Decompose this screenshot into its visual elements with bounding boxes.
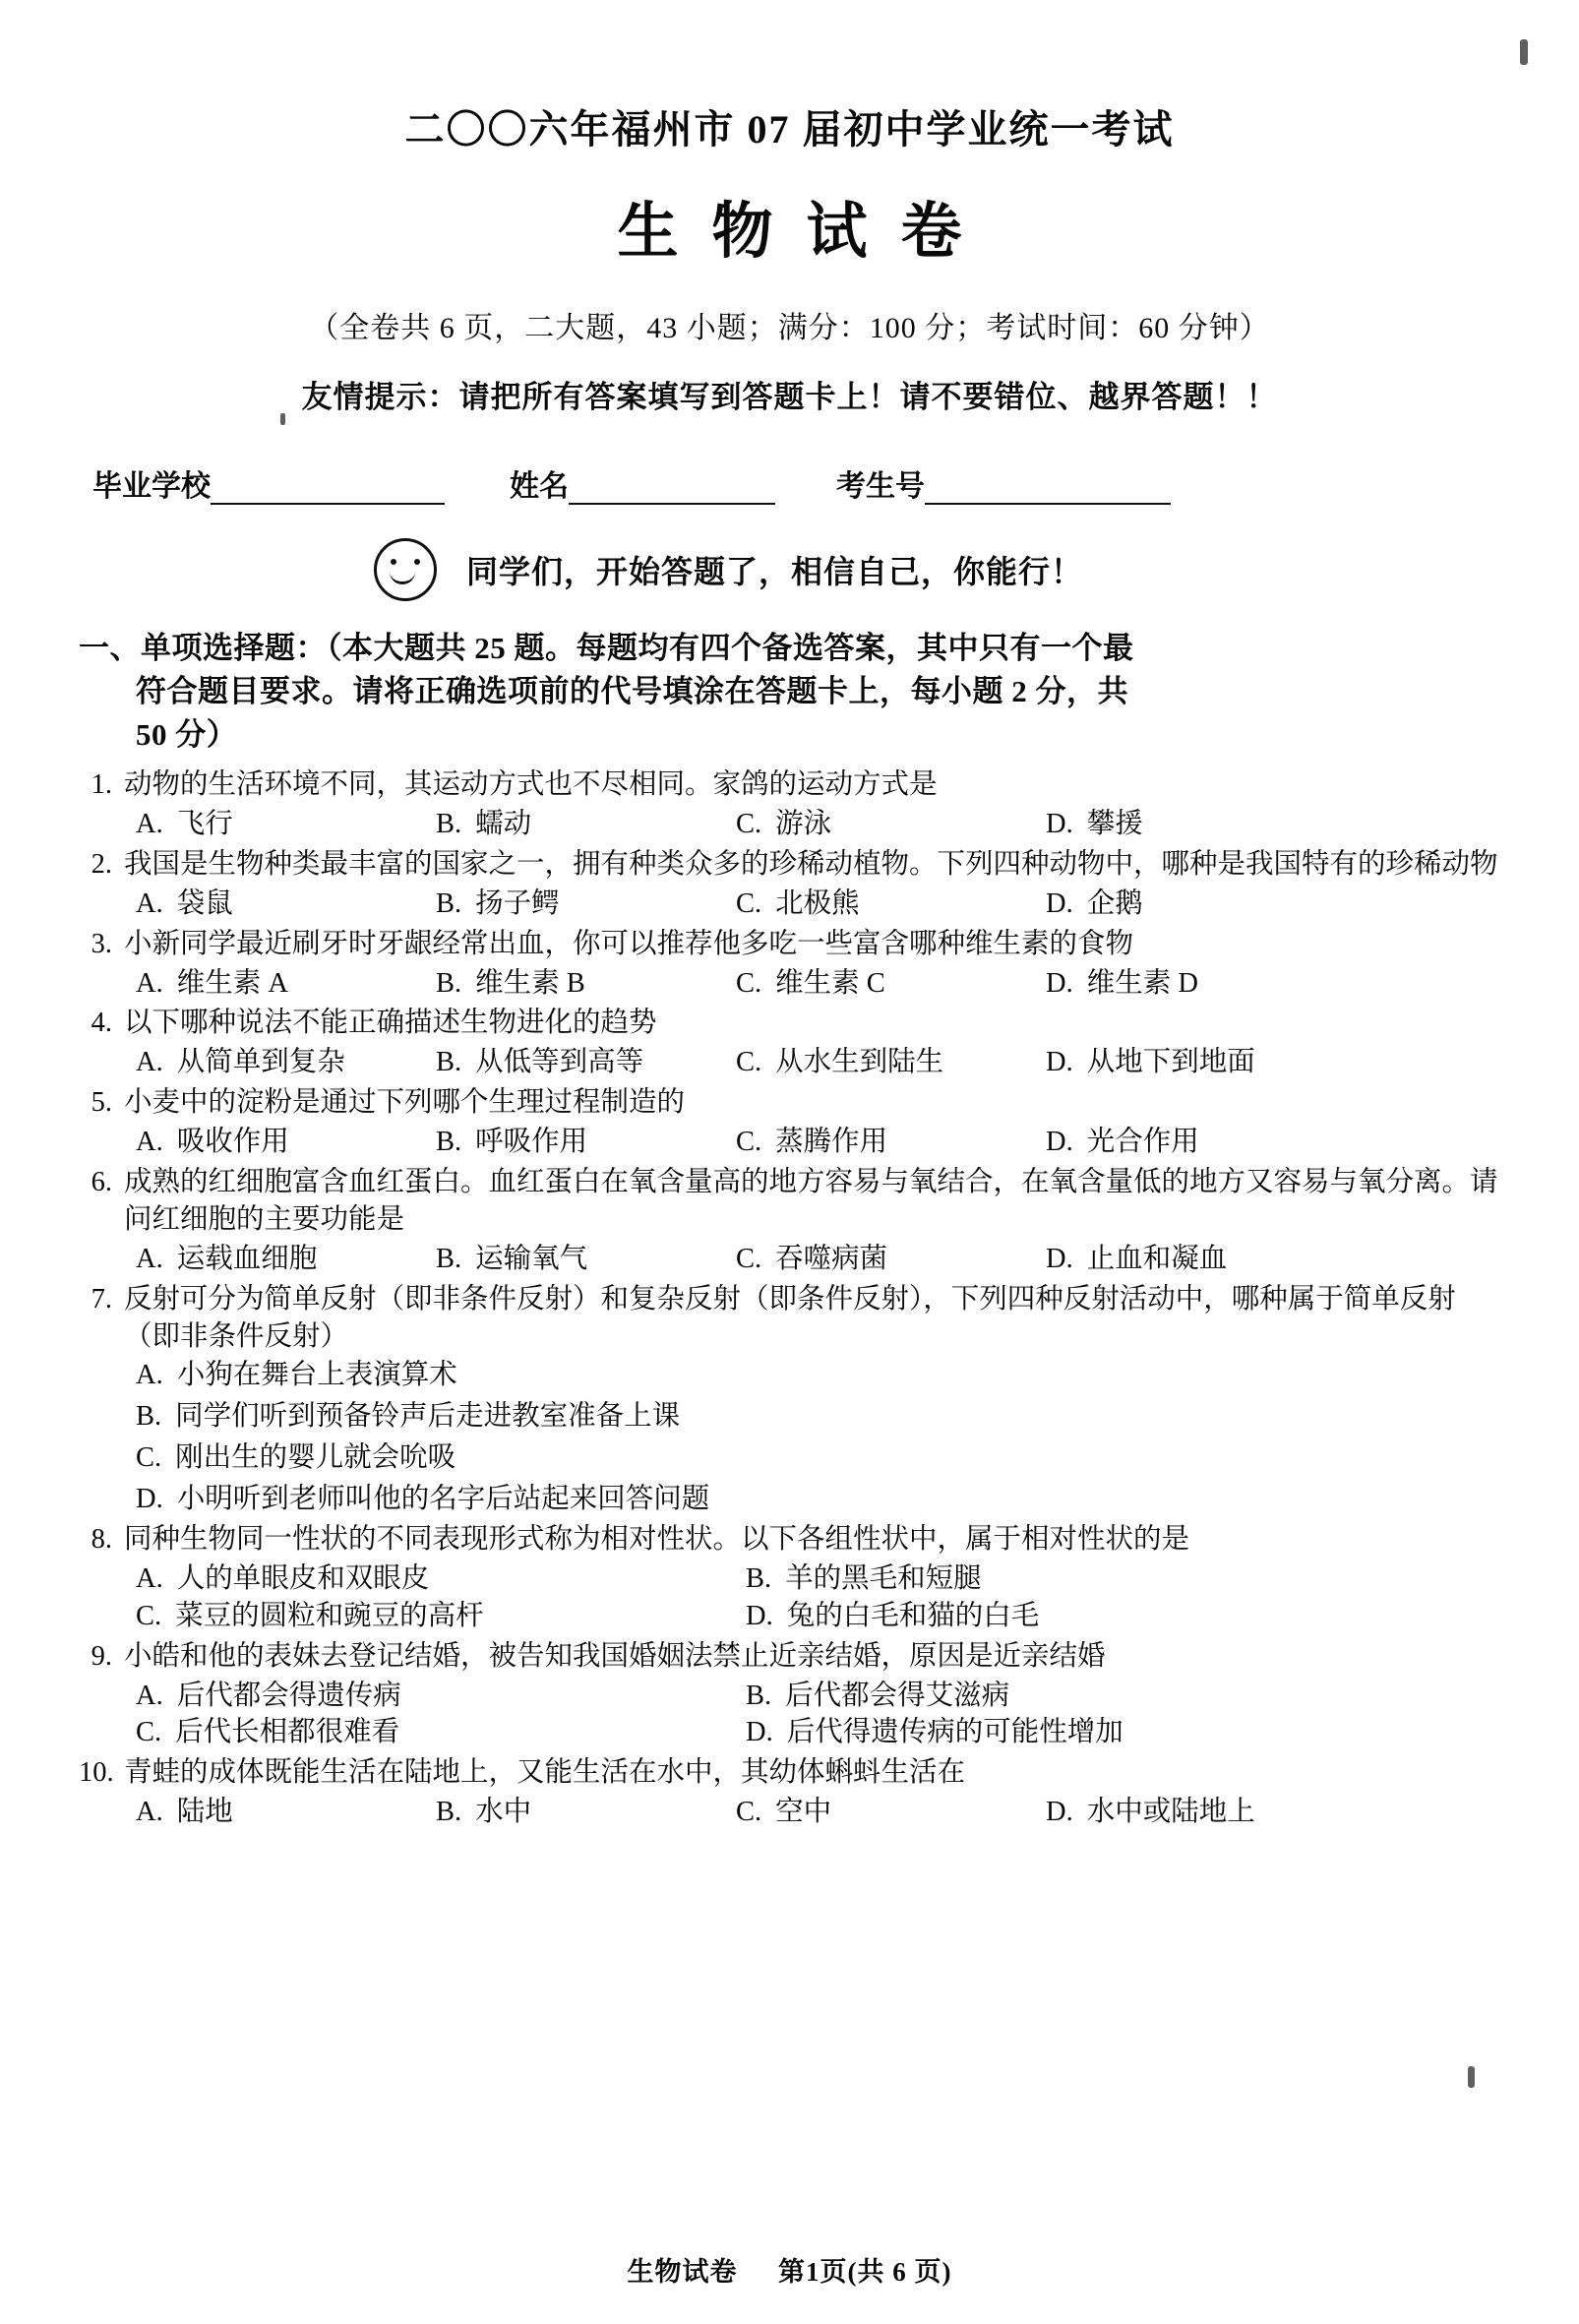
option-text: 后代得遗传病的可能性增加 [786,1717,1124,1748]
option-label: B. [436,1797,462,1828]
option-choice[interactable] [136,1598,746,1635]
option-text: 企鹅 [1086,887,1143,919]
option-choice[interactable] [136,1439,1500,1477]
option-text: 蠕动 [475,808,532,839]
option-label: C. [736,887,762,919]
option-label: D. [1046,1127,1073,1158]
option-text: 水中 [475,1797,532,1828]
option-choice[interactable] [436,965,736,1003]
option-choice[interactable] [136,1398,1500,1436]
option-group [79,886,1500,923]
option-label: A. [136,967,163,999]
option-label: D. [1046,967,1073,999]
name-input[interactable] [569,477,775,505]
question-item [79,1638,1500,1752]
option-group [79,965,1500,1003]
scan-artifact [280,413,285,425]
exam-id-field [836,461,1171,505]
encouragement-text: 同学们，开始答题了，相信自己，你能行！ [466,554,1084,589]
question-number: 3. [91,928,112,959]
option-text: 陆地 [176,1797,233,1828]
option-choice[interactable] [736,886,1046,923]
option-choice[interactable] [136,1678,746,1715]
question-text: 以下哪种说法不能正确描述生物进化的趋势 [124,1008,657,1039]
option-text: 吸收作用 [176,1127,289,1158]
option-text: 吞噬病菌 [775,1243,888,1274]
option-label: A. [136,1797,163,1828]
option-label: A. [136,1360,163,1391]
option-label: D. [1046,1797,1073,1828]
option-choice[interactable] [736,1241,1046,1278]
question-number: 7. [91,1283,112,1315]
option-label: C. [136,1442,162,1474]
option-text: 维生素 C [775,967,885,999]
option-text: 兔的白毛和猫的白毛 [786,1600,1040,1631]
option-text: 小明听到老师叫他的名字后站起来回答问题 [176,1484,710,1515]
option-text: 从简单到复杂 [176,1047,345,1078]
footer-page: 第1页(共 6 页) [778,2257,952,2287]
school-input[interactable] [211,477,445,505]
option-choice[interactable] [1046,1044,1500,1081]
identity-line [79,461,1500,505]
option-label: C. [736,1797,762,1828]
option-text: 袋鼠 [176,887,233,919]
option-text: 呼吸作用 [475,1127,588,1158]
option-text: 止血和凝血 [1086,1243,1228,1274]
option-label: D. [1046,1047,1073,1078]
question-text: 青蛙的成体既能生活在陆地上，又能生活在水中，其幼体蝌蚪生活在 [124,1757,966,1789]
option-group [79,1044,1500,1081]
question-text: 反射可分为简单反射（即非条件反射）和复杂反射（即条件反射），下列四种反射活动中，哪种属于简单反射（即非条件反射） [124,1283,1456,1352]
option-label: A. [136,887,163,919]
question-text: 成熟的红细胞富含血红蛋白。血红蛋白在氧含量高的地方容易与氧结合，在氧含量低的地方又容易与氧分离。请问红细胞的主要功能是 [124,1166,1498,1235]
option-label: C. [736,1243,762,1274]
section-heading-line1: 一、单项选择题：（本大题共 25 题。每题均有四个备选答案，其中只有一个最 [79,631,1134,665]
option-choice[interactable] [136,965,436,1003]
option-choice[interactable] [436,1124,736,1161]
question-item [79,846,1500,923]
question-text: 小新同学最近刷牙时牙龈经常出血，你可以推荐他多吃一些富含哪种维生素的食物 [124,928,1134,959]
question-list [79,766,1500,1831]
option-choice[interactable] [736,806,1046,843]
option-choice[interactable] [746,1598,1500,1635]
scan-artifact [1468,2066,1475,2088]
question-text: 小麦中的淀粉是通过下列哪个生理过程制造的 [124,1087,686,1119]
option-choice[interactable] [136,1124,436,1161]
option-choice[interactable] [136,1714,746,1751]
exam-meta: （全卷共 6 页，二大题，43 小题；满分：100 分；考试时间：60 分钟） [309,312,1270,344]
option-choice[interactable] [136,886,436,923]
option-choice[interactable] [136,1241,436,1278]
option-label: D. [136,1484,163,1515]
option-choice[interactable] [436,1044,736,1081]
option-text: 空中 [775,1797,832,1828]
option-choice[interactable] [136,1357,1500,1394]
option-choice[interactable] [746,1560,1500,1598]
option-text: 从水生到陆生 [775,1047,944,1078]
option-choice[interactable] [1046,1241,1500,1278]
question-text: 我国是生物种类最丰富的国家之一，拥有种类众多的珍稀动植物。下列四种动物中，哪种是我国特有的珍稀动物 [124,848,1498,880]
school-label: 毕业学校 [92,470,211,503]
option-label: A. [136,1562,163,1594]
option-text: 后代都会得艾滋病 [785,1680,1010,1711]
option-text: 游泳 [775,808,832,839]
option-label: B. [436,887,462,919]
option-choice[interactable] [136,1481,1500,1518]
encouragement-row [79,538,1500,601]
option-choice[interactable] [136,1560,746,1598]
option-choice[interactable] [1046,806,1500,843]
option-choice[interactable] [436,1241,736,1278]
question-text: 小皓和他的表妹去登记结婚，被告知我国婚姻法禁止近亲结婚，原因是近亲结婚 [124,1640,1106,1672]
option-choice[interactable] [736,965,1046,1003]
option-text: 从低等到高等 [475,1047,644,1078]
option-label: C. [136,1600,162,1631]
name-field [510,461,775,505]
question-stem [79,1754,1500,1792]
option-text: 飞行 [176,808,233,839]
option-group [79,1124,1500,1161]
option-text: 刚出生的婴儿就会吮吸 [175,1442,456,1474]
option-text: 维生素 B [475,967,585,999]
option-choice[interactable] [136,1044,436,1081]
exam-id-input[interactable] [925,477,1171,505]
option-label: C. [736,967,762,999]
question-number: 10. [79,1757,114,1789]
question-number: 5. [91,1087,112,1119]
option-label: B. [746,1680,772,1711]
option-label: B. [136,1401,162,1433]
question-number: 6. [91,1166,112,1197]
option-text: 运载血细胞 [176,1243,318,1274]
option-choice[interactable] [746,1714,1500,1751]
option-text: 扬子鳄 [475,887,560,919]
option-text: 运输氧气 [475,1243,588,1274]
question-text: 同种生物同一性状的不同表现形式称为相对性状。以下各组性状中，属于相对性状的是 [124,1523,1190,1555]
option-text: 从地下到地面 [1086,1047,1255,1078]
question-number: 1. [91,769,112,801]
question-number: 2. [91,848,112,880]
question-stem [79,766,1500,804]
question-number: 4. [91,1008,112,1039]
page-footer [0,2250,1579,2289]
option-choice[interactable] [1046,1124,1500,1161]
option-choice[interactable] [1046,886,1500,923]
option-text: 菜豆的圆粒和豌豆的高杆 [175,1600,484,1631]
option-choice[interactable] [436,886,736,923]
option-group [79,1241,1500,1278]
option-choice[interactable] [136,806,436,843]
section-heading-line3: 50 分） [136,717,238,753]
option-label: D. [1046,887,1073,919]
option-choice[interactable] [746,1678,1500,1715]
option-label: B. [746,1562,772,1594]
question-stem [79,846,1500,884]
option-group [79,1560,1500,1635]
option-text: 人的单眼皮和双眼皮 [176,1562,430,1594]
question-number: 8. [91,1523,112,1555]
school-field [92,461,445,505]
option-text: 同学们听到预备铃声后走进教室准备上课 [175,1401,681,1433]
option-choice[interactable] [136,1794,436,1831]
scan-artifact [1520,39,1528,65]
option-label: B. [436,808,462,839]
question-item [79,1084,1500,1161]
option-label: D. [1046,808,1073,839]
question-number: 9. [91,1640,112,1672]
question-item [79,1164,1500,1278]
option-label: C. [736,1047,762,1078]
option-group [79,1678,1500,1752]
option-text: 攀援 [1086,808,1143,839]
option-label: A. [136,1680,163,1711]
option-group [79,1357,1500,1518]
option-label: A. [136,1243,163,1274]
option-label: C. [136,1717,162,1748]
option-text: 北极熊 [775,887,860,919]
question-item [79,1281,1500,1518]
smiley-eye-left [391,559,396,565]
exam-tip: 友情提示：请把所有答案填写到答题卡上！请不要错位、越界答题！！ [301,380,1278,414]
option-group [79,1794,1500,1831]
smiley-face-icon [374,538,437,601]
smiley-mouth [390,569,415,584]
option-text: 后代都会得遗传病 [176,1680,401,1711]
option-choice[interactable] [736,1794,1046,1831]
option-text: 小狗在舞台上表演算术 [176,1360,457,1391]
section-heading-line2: 符合题目要求。请将正确选项前的代号填涂在答题卡上，每小题 2 分，共 [136,674,1128,709]
option-label: D. [746,1600,773,1631]
question-item [79,1521,1500,1635]
subject-title: 生物试卷 [617,199,996,266]
option-text: 维生素 A [176,967,288,999]
section-heading [79,627,1500,757]
option-label: B. [436,1243,462,1274]
option-label: A. [136,808,163,839]
option-text: 水中或陆地上 [1086,1797,1255,1828]
option-choice[interactable] [436,1794,736,1831]
exam-id-label: 考生号 [836,470,925,503]
option-label: B. [436,967,462,999]
option-label: D. [1046,1243,1073,1274]
question-item [79,1005,1500,1081]
question-stem [79,1638,1500,1676]
option-choice[interactable] [736,1124,1046,1161]
option-label: B. [436,1047,462,1078]
question-stem [79,1005,1500,1042]
option-choice[interactable] [1046,1794,1500,1831]
footer-subject: 生物试卷 [627,2257,738,2287]
question-stem [79,1164,1500,1239]
option-label: B. [436,1127,462,1158]
page-title: 二〇〇六年福州市 07 届初中学业统一考试 [404,107,1175,152]
option-label: D. [746,1717,773,1748]
option-text: 维生素 D [1086,967,1198,999]
option-text: 蒸腾作用 [775,1127,888,1158]
name-label: 姓名 [510,470,569,503]
question-text: 动物的生活环境不同，其运动方式也不尽相同。家鸽的运动方式是 [124,769,938,801]
question-item [79,1754,1500,1831]
option-choice[interactable] [1046,965,1500,1003]
option-label: A. [136,1127,163,1158]
option-label: C. [736,808,762,839]
option-group [79,806,1500,843]
option-choice[interactable] [436,806,736,843]
option-text: 羊的黑毛和短腿 [785,1562,982,1594]
smiley-eye-right [414,559,420,565]
option-text: 后代长相都很难看 [175,1717,400,1748]
question-stem [79,1521,1500,1559]
question-stem [79,926,1500,963]
option-label: A. [136,1047,163,1078]
question-item [79,766,1500,843]
question-stem [79,1084,1500,1122]
option-choice[interactable] [736,1044,1046,1081]
option-text: 光合作用 [1086,1127,1199,1158]
question-item [79,926,1500,1003]
question-stem [79,1281,1500,1356]
option-label: C. [736,1127,762,1158]
